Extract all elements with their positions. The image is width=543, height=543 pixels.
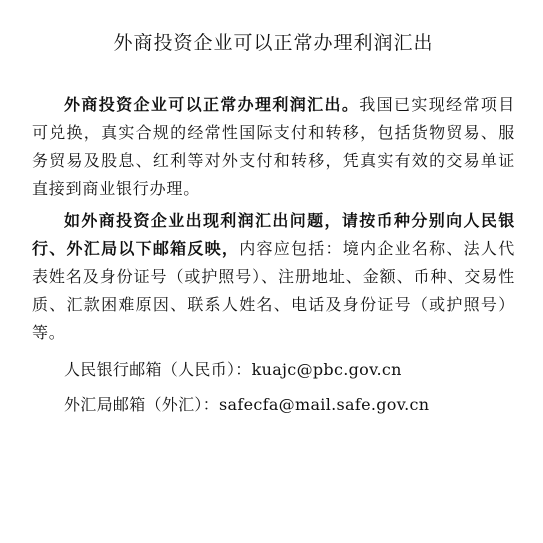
paragraph-1-text: 我国已实现经常项目可兑换，真实合规的经常性国际支付和转移，包括货物贸易、服务贸易及股息、红利等对外支付和转移，凭真实有效的交易单证直接到商业银行办理。 — [32, 95, 515, 198]
section-spacer — [32, 347, 515, 356]
contact-safe-email — [32, 391, 515, 419]
contact-safe-label: 外汇局邮箱（外汇）： — [64, 395, 220, 414]
contact-pbc-label: 人民银行邮箱（人民币）： — [64, 360, 252, 379]
contact-pbc-email — [32, 356, 515, 384]
paragraph-reporting-instructions — [32, 207, 515, 347]
paragraph-2-text: 内容应包括：境内企业名称、法人代表姓名及身份证号（或护照号）、注册地址、金额、币种、交易性质、汇款困难原因、联系人姓名、电话及身份证号（或护照号）等。 — [32, 239, 515, 342]
paragraph-1-bold-lead: 外商投资企业可以正常办理利润汇出。 — [64, 95, 360, 114]
paragraph-profit-remittance — [32, 91, 515, 203]
paragraph-2-bold-lead: 如外商投资企业出现利润汇出问题，请按币种分别向人民银行、外汇局以下邮箱反映， — [32, 211, 515, 258]
contact-pbc-address: kuajc@pbc.gov.cn — [251, 360, 402, 379]
contact-safe-address: safecfa@mail.safe.gov.cn — [219, 395, 430, 414]
document-title: 外商投资企业可以正常办理利润汇出 — [113, 32, 434, 54]
